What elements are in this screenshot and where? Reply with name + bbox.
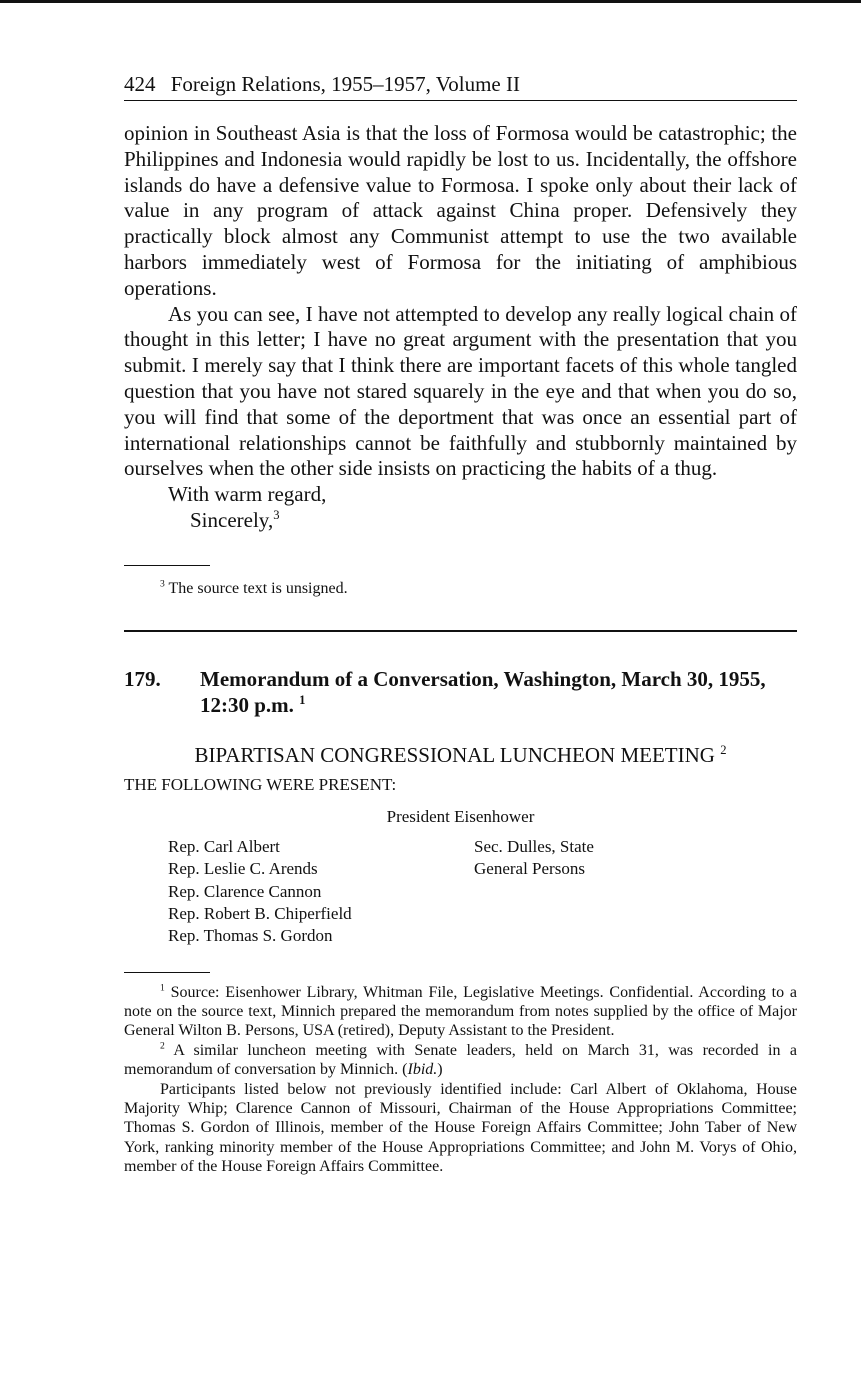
present-label: THE FOLLOWING WERE PRESENT: bbox=[124, 775, 397, 795]
attendee: Rep. Leslie C. Arends bbox=[168, 859, 318, 879]
document-title-text: Memorandum of a Conversation, Washington, March 30, 1955, 12:30 p.m. bbox=[200, 667, 766, 718]
running-head bbox=[124, 70, 797, 101]
section-divider bbox=[124, 630, 797, 632]
footnote-2-close: ) bbox=[437, 1061, 443, 1079]
footnote-1-mark: 1 bbox=[160, 982, 165, 994]
footnote-ref-2: 2 bbox=[720, 743, 727, 758]
president-attendee: President Eisenhower bbox=[386, 807, 535, 827]
footnote-3-text: The source text is unsigned. bbox=[168, 579, 348, 597]
running-title: Foreign Relations, 1955–1957, Volume II bbox=[170, 72, 520, 96]
footnote-3-mark: 3 bbox=[160, 578, 165, 590]
document-title bbox=[200, 666, 797, 718]
letter-closing: With warm regard, bbox=[168, 482, 327, 507]
footnote-ref-1: 1 bbox=[299, 693, 306, 708]
meeting-title-text: BIPARTISAN CONGRESSIONAL LUNCHEON MEETING bbox=[194, 743, 715, 768]
attendee: Sec. Dulles, State bbox=[474, 837, 594, 857]
footnote-divider-1 bbox=[124, 565, 210, 566]
footnote-divider-2 bbox=[124, 972, 210, 973]
footnote-2-text: A similar luncheon meeting with Senate leaders, held on March 31, was recorded in a memorandum of conversation by Minnich. ( bbox=[124, 1041, 798, 1079]
letter-signoff bbox=[190, 508, 797, 534]
attendee: Rep. Robert B. Chiperfield bbox=[168, 904, 352, 924]
attendee: Rep. Carl Albert bbox=[168, 837, 280, 857]
footnote-2-mark: 2 bbox=[160, 1040, 165, 1052]
footnote-1 bbox=[124, 983, 797, 1041]
top-border-rule bbox=[0, 0, 861, 3]
attendee: Rep. Clarence Cannon bbox=[168, 881, 322, 901]
footnote-2-ibid: Ibid. bbox=[407, 1061, 438, 1079]
footnote-ref-3: 3 bbox=[273, 507, 280, 522]
footnote-1-text: Source: Eisenhower Library, Whitman File, Legislative Meetings. Confidential. According to a note on the source text, Minnich prepared the memorandum from notes supplied by the office of Major General Wilton B. Persons, USA (retired), Deputy Assistant to the President. bbox=[124, 983, 798, 1040]
meeting-title bbox=[124, 742, 797, 768]
footnote-participants: Participants listed below not previously identified include: Carl Albert of Oklahoma, House Majority Whip; Clarence Cannon of Missouri, Chairman of the House Appropriations Committee; Thomas S. Gordon of Illinois, member of the House Foreign Affairs Committee; John Taber of New York, ranking minority member of the House Appropriations Committee; and John M. Vorys of Ohio, member of the House Foreign Affairs Committee. bbox=[124, 1080, 797, 1176]
footnote-2 bbox=[124, 1041, 797, 1080]
page-number: 424 bbox=[124, 72, 156, 96]
attendee-column-left bbox=[168, 836, 474, 947]
letter-paragraph-1: opinion in Southeast Asia is that the loss of Formosa would be catastrophic; the Philippines and Indonesia would rapidly be lost to us. Incidentally, the offshore islands do have a defensive value to Formosa. I spoke only about their lack of value in any program of attack against China proper. Defensively they practically block almost any Communist attempt to use the two available harbors immediately west of Formosa for the initiating of amphibious operations. bbox=[124, 121, 797, 300]
attendee: Rep. Thomas S. Gordon bbox=[168, 926, 333, 946]
letter-body bbox=[124, 121, 797, 482]
attendee: General Persons bbox=[474, 859, 585, 879]
attendee-list bbox=[168, 836, 797, 947]
document-heading bbox=[124, 666, 797, 718]
letter-paragraph-2: As you can see, I have not attempted to develop any really logical chain of thought in this letter; I have no great argument with the presentation that you submit. I merely say that I think there are important facets of this whole tangled question that you have not stared squarely in the eye and that when you do so, you will find that some of the deportment that was once an essential part of international relationships cannot be faithfully and stubbornly maintained by ourselves when the other side insists on practicing the habits of a thug. bbox=[124, 301, 797, 481]
attendee-column-right bbox=[474, 836, 594, 947]
document-page bbox=[124, 70, 797, 1177]
document-number: 179. bbox=[124, 667, 161, 692]
footnote-3 bbox=[124, 579, 797, 598]
signoff-text: Sincerely, bbox=[190, 507, 274, 532]
